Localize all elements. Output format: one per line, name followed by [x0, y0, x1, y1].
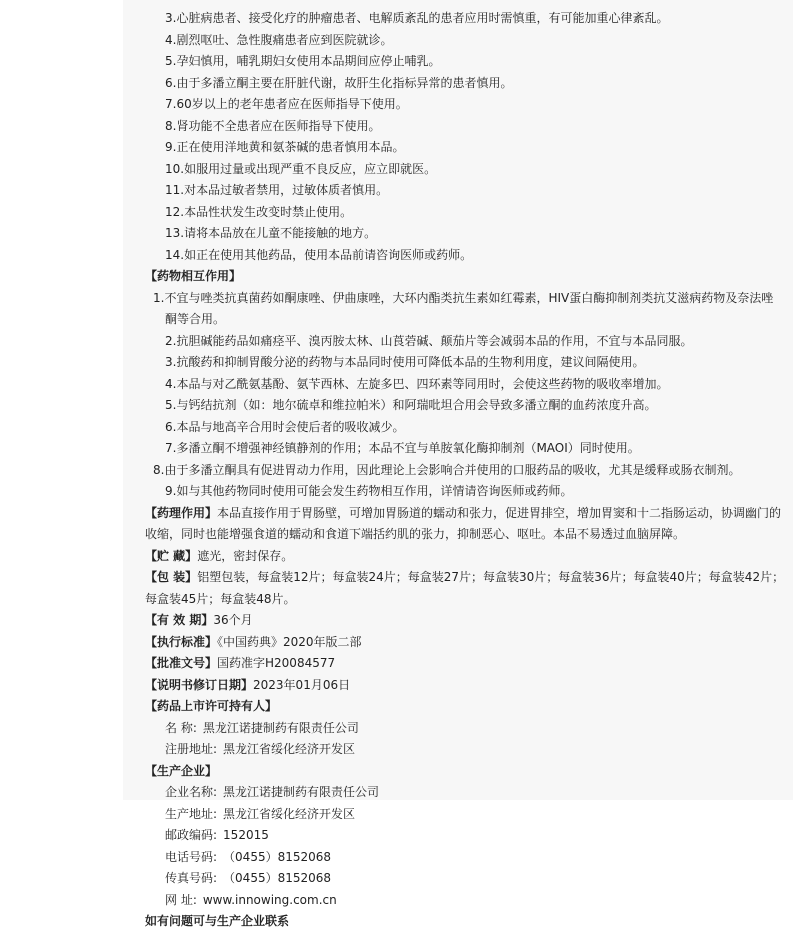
- manufacturer-heading: 【生产企业】: [145, 763, 218, 778]
- holder-addr-label: 注册地址:: [165, 742, 218, 756]
- interaction-9: 9.如与其他药物同时使用可能会发生药物相互作用，详情请咨询医师或药师。: [165, 484, 573, 498]
- manufacturer-field-value: 152015: [223, 828, 269, 842]
- pharmacology-heading: 【药理作用】: [145, 505, 218, 520]
- pharmacology-section: [145, 503, 785, 546]
- holder-heading: 【药品上市许可持有人】: [145, 699, 278, 713]
- storage-heading: 【贮 藏】: [145, 548, 198, 563]
- approval-text: 国药准字H20084577: [217, 656, 336, 670]
- standard-section: [145, 632, 785, 654]
- manufacturer-field: [145, 847, 785, 869]
- approval-heading: 【批准文号】: [145, 656, 218, 670]
- validity-text: 36个月: [213, 613, 253, 627]
- holder-name-value: 黑龙江诺捷制药有限责任公司: [202, 720, 359, 735]
- leaflet-content: [145, 8, 785, 933]
- interaction-1: 1.不宜与唑类抗真菌药如酮康唑、伊曲康唑，大环内酯类抗生素如红霉素，HIV蛋白酶抑制剂类抗艾滋病药物及奈法唑酮等合用。: [153, 290, 774, 326]
- package-section: [145, 567, 785, 610]
- package-text: 铝塑包装，每盒装12片；每盒装24片；每盒装27片；每盒装30片；每盒装36片；每盒装40片；每盒装42片；每盒装45片；每盒装48片。: [145, 570, 785, 606]
- pharmacology-text: 本品直接作用于胃肠壁，可增加胃肠道的蠕动和张力，促进胃排空，增加胃窦和十二指肠运动，协调幽门的收缩，同时也能增强食道的蠕动和食道下端括约肌的张力，抑制恶心、呕吐。本品不易透过血脑屏障。: [145, 505, 782, 541]
- interaction-6: 6.本品与地高辛合用时会使后者的吸收减少。: [165, 419, 405, 434]
- revision-section: [145, 675, 785, 697]
- manufacturer-field-label: 邮政编码:: [165, 828, 218, 842]
- manufacturer-field-value: （0455）8152068: [223, 849, 332, 864]
- storage-section: [145, 546, 785, 568]
- precaution-13: 13.请将本品放在儿童不能接触的地方。: [165, 226, 377, 240]
- manufacturer-field-value: （0455）8152068: [223, 871, 332, 885]
- precaution-12: 12.本品性状发生改变时禁止使用。: [165, 204, 353, 219]
- approval-section: [145, 653, 785, 675]
- leaflet-page: [123, 0, 793, 928]
- interaction-4: 4.本品与对乙酰氨基酚、氨苄西林、左旋多巴、四环素等同用时，会使这些药物的吸收率增加。: [165, 376, 669, 391]
- package-heading: 【包 装】: [145, 570, 198, 584]
- manufacturer-field: [145, 782, 785, 804]
- interaction-7: 7.多潘立酮不增强神经镇静剂的作用；本品不宜与单胺氧化酶抑制剂（MAOI）同时使用。: [165, 441, 640, 455]
- interaction-5: 5.与钙结抗剂（如：地尔硫卓和维拉帕米）和阿瑞吡坦合用会导致多潘立酮的血药浓度升高。: [165, 398, 657, 412]
- manufacturer-field: [145, 804, 785, 826]
- manufacturer-field-value: 黑龙江诺捷制药有限责任公司: [223, 785, 380, 799]
- revision-heading: 【说明书修订日期】: [145, 677, 254, 692]
- manufacturer-field-label: 生产地址:: [165, 806, 218, 821]
- manufacturer-field-value: 黑龙江省绥化经济开发区: [223, 806, 356, 821]
- manufacturer-field-label: 企业名称:: [165, 785, 218, 799]
- manufacturer-field-label: 传真号码:: [165, 871, 218, 885]
- standard-text: 《中国药典》2020年版二部: [217, 634, 362, 649]
- revision-text: 2023年01月06日: [253, 677, 351, 692]
- interaction-3: 3.抗酸药和抑制胃酸分泌的药物与本品同时使用可降低本品的生物利用度，建议间隔使用。: [165, 355, 645, 369]
- precaution-4: 4.剧烈呕吐、急性腹痛患者应到医院就诊。: [165, 32, 393, 47]
- manufacturer-field-label: 电话号码:: [165, 849, 218, 864]
- holder-addr-row: [145, 739, 785, 761]
- precaution-9: 9.正在使用洋地黄和氨茶碱的患者慎用本品。: [165, 140, 405, 154]
- precaution-8: 8.肾功能不全患者应在医师指导下使用。: [165, 118, 381, 133]
- interaction-8: 8.由于多潘立酮具有促进胃动力作用，因此理论上会影响合并使用的口服药品的吸收，尤其是缓释或肠衣制剂。: [153, 462, 741, 477]
- interactions-heading: 【药物相互作用】: [145, 269, 242, 283]
- contact-footer: 如有问题可与生产企业联系: [145, 914, 290, 928]
- precaution-3: 3.心脏病患者、接受化疗的肿瘤患者、电解质紊乱的患者应用时需慎重，有可能加重心律紊乱。: [165, 11, 669, 25]
- interaction-2: 2.抗胆碱能药品如痛痉平、溴丙胺太林、山莨菪碱、颠茄片等会减弱本品的作用，不宜与本品同服。: [165, 333, 693, 348]
- holder-name-label: 名 称:: [165, 720, 197, 735]
- holder-addr-value: 黑龙江省绥化经济开发区: [223, 742, 356, 756]
- precaution-14: 14.如正在使用其他药品，使用本品前请咨询医师或药师。: [165, 247, 473, 262]
- precaution-5: 5.孕妇慎用，哺乳期妇女使用本品期间应停止哺乳。: [165, 54, 441, 68]
- standard-heading: 【执行标准】: [145, 634, 218, 649]
- manufacturer-field-label: 网 址:: [165, 892, 197, 907]
- validity-section: [145, 610, 785, 632]
- manufacturer-field: [145, 890, 785, 912]
- storage-text: 遮光，密封保存。: [197, 548, 294, 563]
- precaution-10: 10.如服用过量或出现严重不良反应，应立即就医。: [165, 161, 437, 176]
- precaution-7: 7.60岁以上的老年患者应在医师指导下使用。: [165, 97, 408, 111]
- validity-heading: 【有 效 期】: [145, 613, 214, 627]
- manufacturer-field: [145, 825, 785, 847]
- manufacturer-field: [145, 868, 785, 890]
- precaution-6: 6.由于多潘立酮主要在肝脏代谢，故肝生化指标异常的患者慎用。: [165, 75, 513, 90]
- precaution-11: 11.对本品过敏者禁用，过敏体质者慎用。: [165, 183, 389, 197]
- holder-name-row: [145, 718, 785, 740]
- manufacturer-field-value: www.innowing.com.cn: [202, 892, 337, 907]
